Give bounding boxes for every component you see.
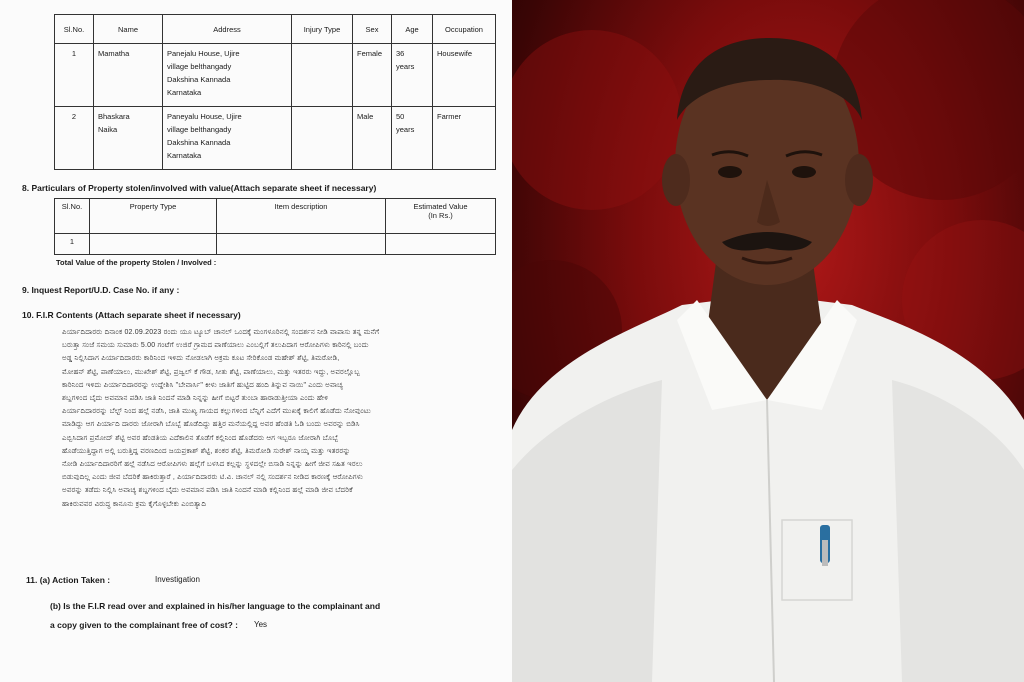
col-age: Age [392,15,433,44]
cell-property-type [90,234,217,255]
total-value-label: Total Value of the property Stolen / Involved : [56,258,217,267]
address-line: Panejalu House, Ujire [167,49,240,58]
fir-line: ಅವರನ್ನು ತಡೆದು ನಿಲ್ಲಿಸಿ ಅವಾಚ್ಯ ಶಬ್ದಗಳಿಂದ ಬೈದು ಅವಮಾನ ಪಡಿಸಿ ಜಾತಿ ನಿಂದನೆ ಮಾಡಿ ಕಲ್ಲಿನಿಂದ ಹಲ್ಲೆ ಮಾಡಿ ಜೀವ ಬೆದರಿಕೆ [62,487,353,495]
fir-line: ಬಿಡುವುದಿಲ್ಲ ಎಂದು ಜೀವ ಬೆದರಿಕೆ ಹಾಕಿರುತ್ತಾರೆ , ಪಿರ್ಯಾದಿದಾರರು ಟಿ.ವಿ. ಚಾನಲ್ ನಲ್ಲಿ ಸಂದರ್ಶನ ನೀಡಿದ ಕಾರಣಕ್ಕೆ ಆರೋಪಿಗಳು [62,474,364,482]
complainant-photo [512,0,1024,682]
col-sl-no: Sl.No. [55,15,94,44]
address-line: village belthangady [167,125,232,134]
col-sex: Sex [353,15,392,44]
address-line: Karnataka [167,151,202,160]
cell-address [163,44,292,107]
cell-injury [292,44,353,107]
fir-line: ಶಬ್ದಗಳಿಂದ ಬೈದು ಅವಮಾನ ಪಡಿಸಿ ಜಾತಿ ನಿಂದನೆ ಮಾಡಿ ನಿನ್ನನ್ನು ಹೀಗೆ ಬಿಟ್ಟರೆ ತುಂಬಾ ಹಾರಾಡುತ್ತೀಯಾ ಎಂದು ಹೇಳಿ [62,395,329,403]
fir-line: ಎಬ್ಬಿಸಿದಾಗ ಪ್ರಮೋದ್ ಶೆಟ್ಟಿ ಅವರ ಹೆಂಡತಿಯ ಎದೆಕಾಲಿನ ತೊಡೆಗೆ ಕಲ್ಲಿನಿಂದ ಹೊಡೆದರು ಆಗ ಇಬ್ಬರೂ ಜೋರಾಗಿ ಬೊಬ್ಬೆ [62,434,339,442]
age-value: 36 [396,49,405,58]
section-11b-line2: a copy given to the complainant free of cost? : [50,620,238,630]
fir-line: ಹಾಕಿರುವವರ ವಿರುದ್ಧ ಕಾನೂನು ಕ್ರಮ ಕೈಗೊಳ್ಳಬೇಕು ಎಂಬಿತ್ಯಾದಿ [62,500,207,508]
col-occupation: Occupation [433,15,496,44]
property-table-header [55,199,496,234]
fir-read-over-value: Yes [254,620,268,629]
fir-line: ಮೋಹನ್ ಶೆಟ್ಟಿ, ಪಾಣೆಯಾಲು, ಮುಖೇಶ್ ಶೆಟ್ಟಿ, ಪ್ರಜ್ವಲ್ ಕೆ ಗೌಡ, ಸೀತು ಶೆಟ್ಟಿ, ಪಾಣೆಯಾಲು, ಮತ್ತು ಇತರರು ಇದ್ದು, ಅವರಲ್ಲೊಬ್ಬ [62,368,361,376]
age-value: 50 [396,112,405,121]
col-injury-type: Injury Type [292,15,353,44]
man-portrait-illustration [512,0,1024,682]
col-property-type: Property Type [90,199,217,234]
cell-age [392,44,433,107]
estimated-value-label: Estimated Value [413,202,468,211]
cell-sl: 1 [55,44,94,107]
table-row [55,107,496,170]
fir-line: ನೋಡಿ ಪಿರ್ಯಾದಿದಾರರಿಗೆ ಹಲ್ಲೆ ನಡೆಸಿದ ಆರೋಪಿಗಳು ಹಲ್ಲೆಗೆ ಬಳಸಿದ ಕಲ್ಲನ್ನು ಸ್ಥಳದಲ್ಲೇ ಬಿಸಾಡಿ ನಿನ್ನನ್ನು ಹೀಗೆ ಜೀವ ಸಹಿತ ಇರಲು [62,461,363,469]
cell-injury [292,107,353,170]
address-line: Dakshina Kannada [167,138,231,147]
property-table [54,198,496,255]
section-11a-label: 11. (a) Action Taken : [26,575,111,585]
address-line: Dakshina Kannada [167,75,231,84]
section-9-heading: 9. Inquest Report/U.D. Case No. if any : [22,285,180,295]
fir-contents-text [62,326,502,511]
col-sl-no: Sl.No. [55,199,90,234]
action-taken-value: Investigation [155,575,200,584]
cell-item-description [217,234,386,255]
col-name: Name [94,15,163,44]
name-line: Naika [98,125,118,134]
fir-line: ಪಿರ್ಯಾದಿದಾರರನ್ನು ಬೆಲ್ಟ್ ನಿಂದ ಹಲ್ಲೆ ನಡೆಸಿ, ಜಾತಿ ಮುಖ್ಯ ಗಾಯದ ಕಲ್ಲುಗಳಿಂದ ಬೆನ್ನಿಗೆ ಎದೆಗೆ ಮುಖಕ್ಕೆ ಕಾಲಿಗೆ ಹೊಡೆದು ನೋವುಂಟು [62,408,371,416]
table-row [55,44,496,107]
section-10-heading: 10. F.I.R Contents (Attach separate sheet if necessary) [22,310,241,320]
address-line: village belthangady [167,62,232,71]
fir-line: ಮಾಡಿದ್ದು ಆಗ ಪಿರ್ಯಾದಿ ದಾರರು ಜೋರಾಗಿ ಬೊಬ್ಬೆ ಹೊಡೆದಿದ್ದು ಹತ್ತಿರ ಮನೆಯಲ್ಲಿದ್ದ ಅವರ ಹೆಂಡತಿ ಓಡಿ ಬಂದು ಅವರನ್ನು ಬಿಡಿಸಿ [62,421,360,429]
address-line: Karnataka [167,88,202,97]
cell-sl: 2 [55,107,94,170]
section-8-heading: 8. Particulars of Property stolen/involved with value(Attach separate sheet if necessary) [22,183,377,193]
victims-table [54,14,496,170]
cell-occupation: Farmer [433,107,496,170]
fir-line: ಪಿರ್ಯಾದಿದಾರರು ದಿನಾಂಕ 02.09.2023 ರಂದು ಯೂ ಟ್ಯೂಬ್ ಚಾನಲ್ ಒಂದಕ್ಕೆ ಮಂಗಳೂರಿನಲ್ಲಿ ಸಂದರ್ಶನ ನೀಡಿ ವಾಪಾಸು ತನ್ನ ಮನೆಗೆ [62,329,380,336]
cell-age [392,107,433,170]
fir-line: ಬರುತ್ತಾ ಸಂಜೆ ಸಮಯ ಸುಮಾರು 5.00 ಗಂಟೆಗೆ ಉಜಿರೆ ಗ್ರಾಮದ ಪಾಣೆಯಾಲು ಎಂಬಲ್ಲಿಗೆ ತಲುಪಿದಾಗ ಆರೋಪಿಗಳು ಕಾರಿನಲ್ಲಿ ಬಂದು [62,342,369,350]
cell-estimated-value [386,234,496,255]
col-item-description: Item description [217,199,386,234]
address-line: Paneyalu House, Ujire [167,112,242,121]
fir-line: ಹೊಡೆಯುತ್ತಿದ್ದಾಗ ಅಲ್ಲಿ ಬರುತ್ತಿದ್ದ ವರಣದಿಂದ ಜಯಪ್ರಕಾಶ್ ಶೆಟ್ಟಿ, ಶಂಕರ ಶೆಟ್ಟಿ, ತಿಮರೋಡಿ ಸುರೇಶ್ ನಾಯ್ಕ ಮತ್ತು ಇತರರನ್ನು [62,447,351,455]
estimated-value-unit: (In Rs.) [428,211,453,220]
cell-address [163,107,292,170]
cell-name: Mamatha [94,44,163,107]
col-estimated-value [386,199,496,234]
cell-sex: Male [353,107,392,170]
age-unit: years [396,62,415,71]
table-row [55,234,496,255]
name-line: Bhaskara [98,112,130,121]
fir-line: ಕಾರಿನಿಂದ ಇಳಿದು ಪಿರ್ಯಾದಿದಾರರನ್ನು ಉದ್ದೇಶಿಸಿ "ಬೇವಾರ್ಸಿ" ಕೀಳು ಜಾತಿಗೆ ಹುಟ್ಟಿದ ಹಂದಿ ತಿನ್ನುವ ನಾಯಿ" ಎಂದು ಅವಾಚ್ಯ [62,381,344,389]
cell-occupation: Housewife [433,44,496,107]
fir-line: ಅಡ್ಡ ನಿಲ್ಲಿಸಿದಾಗ ಪಿರ್ಯಾದಿದಾರರು ಕಾರಿನಿಂದ ಇಳಿದು ನೋಡಲಾಗಿ ಅಕ್ರಮ ಕೂಟ ಸೇರಿಕೊಂಡ ಮಹೇಶ್ ಶೆಟ್ಟಿ, ತಿಮರೋಡಿ, [62,355,340,363]
victims-table-header [55,15,496,44]
cell-name [94,107,163,170]
cell-sex: Female [353,44,392,107]
section-11b-line1: (b) Is the F.I.R read over and explained in his/her language to the complainant and [50,601,381,611]
col-address: Address [163,15,292,44]
age-unit: years [396,125,415,134]
cell-sl: 1 [55,234,90,255]
